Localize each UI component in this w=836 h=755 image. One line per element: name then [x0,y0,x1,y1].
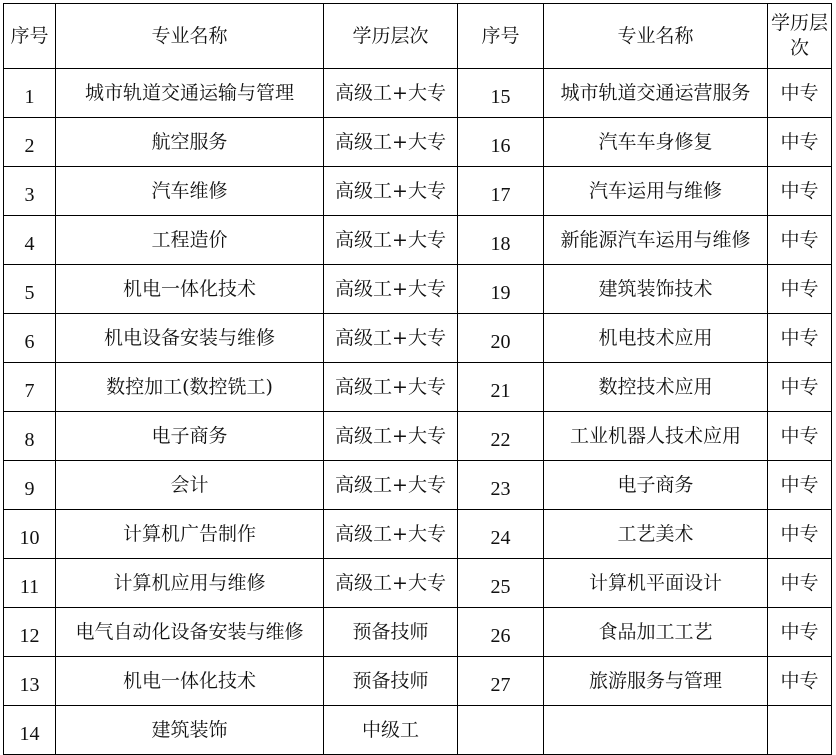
row-name-left: 汽车维修 [56,167,324,216]
row-name-left: 电子商务 [56,412,324,461]
row-level-right: 中专 [768,265,832,314]
row-level-right: 中专 [768,608,832,657]
row-level-left: 预备技师 [324,657,458,706]
row-name-right: 汽车运用与维修 [544,167,768,216]
header-name-left: 专业名称 [56,4,324,69]
row-name-left: 建筑装饰 [56,706,324,755]
row-level-left: 高级工+大专 [324,314,458,363]
row-index-right: 26 [458,608,544,657]
row-index-right: 21 [458,363,544,412]
row-name-right: 新能源汽车运用与维修 [544,216,768,265]
table-row [4,167,832,216]
row-index-right: 23 [458,461,544,510]
row-index-left: 5 [4,265,56,314]
table-row [4,461,832,510]
row-index-left: 9 [4,461,56,510]
row-name-right: 数控技术应用 [544,363,768,412]
row-index-right: 24 [458,510,544,559]
row-level-right: 中专 [768,510,832,559]
row-index-left: 8 [4,412,56,461]
row-level-left: 高级工+大专 [324,559,458,608]
table-row [4,314,832,363]
table-row [4,118,832,167]
row-name-left: 计算机广告制作 [56,510,324,559]
row-name-right: 旅游服务与管理 [544,657,768,706]
row-index-left: 11 [4,559,56,608]
row-index-right: 27 [458,657,544,706]
row-name-right: 汽车车身修复 [544,118,768,167]
row-level-left: 高级工+大专 [324,167,458,216]
header-row [4,4,832,69]
header-name-right: 专业名称 [544,4,768,69]
row-name-left: 机电一体化技术 [56,657,324,706]
table-row [4,412,832,461]
row-index-right: 17 [458,167,544,216]
row-level-left: 高级工+大专 [324,69,458,118]
row-index-left: 14 [4,706,56,755]
header-level-left: 学历层次 [324,4,458,69]
row-level-left: 预备技师 [324,608,458,657]
row-index-right [458,706,544,755]
row-level-right: 中专 [768,216,832,265]
row-level-right: 中专 [768,314,832,363]
row-name-right: 食品加工工艺 [544,608,768,657]
row-index-right: 18 [458,216,544,265]
row-name-left: 计算机应用与维修 [56,559,324,608]
table-row [4,69,832,118]
row-index-right: 16 [458,118,544,167]
row-level-left: 高级工+大专 [324,118,458,167]
row-index-left: 6 [4,314,56,363]
header-level-right: 学历层次 [768,4,832,69]
table-row [4,510,832,559]
table-row [4,265,832,314]
row-index-left: 10 [4,510,56,559]
row-name-left: 数控加工(数控铣工) [56,363,324,412]
row-index-left: 1 [4,69,56,118]
row-index-right: 15 [458,69,544,118]
row-index-left: 2 [4,118,56,167]
row-name-left: 航空服务 [56,118,324,167]
header-index-left: 序号 [4,4,56,69]
row-index-left: 12 [4,608,56,657]
row-level-left: 高级工+大专 [324,363,458,412]
row-name-right: 计算机平面设计 [544,559,768,608]
row-level-right: 中专 [768,461,832,510]
row-name-left: 机电设备安装与维修 [56,314,324,363]
majors-table [3,3,832,755]
row-index-right: 22 [458,412,544,461]
row-name-right: 机电技术应用 [544,314,768,363]
row-level-right [768,706,832,755]
row-level-right: 中专 [768,167,832,216]
row-name-right [544,706,768,755]
row-level-left: 高级工+大专 [324,461,458,510]
table-row [4,216,832,265]
row-level-right: 中专 [768,559,832,608]
row-level-left: 高级工+大专 [324,510,458,559]
row-level-left: 高级工+大专 [324,265,458,314]
table-row [4,363,832,412]
row-name-right: 工艺美术 [544,510,768,559]
row-index-left: 4 [4,216,56,265]
row-level-left: 高级工+大专 [324,216,458,265]
row-level-right: 中专 [768,69,832,118]
row-index-right: 25 [458,559,544,608]
row-index-left: 7 [4,363,56,412]
row-level-left: 中级工 [324,706,458,755]
row-name-left: 机电一体化技术 [56,265,324,314]
row-level-right: 中专 [768,657,832,706]
row-name-left: 工程造价 [56,216,324,265]
row-name-right: 电子商务 [544,461,768,510]
row-name-right: 城市轨道交通运营服务 [544,69,768,118]
table-row [4,608,832,657]
row-name-left: 城市轨道交通运输与管理 [56,69,324,118]
row-index-left: 3 [4,167,56,216]
row-name-left: 会计 [56,461,324,510]
table-row [4,657,832,706]
header-index-right: 序号 [458,4,544,69]
row-name-left: 电气自动化设备安装与维修 [56,608,324,657]
row-name-right: 建筑装饰技术 [544,265,768,314]
row-level-right: 中专 [768,363,832,412]
row-index-right: 20 [458,314,544,363]
table-row [4,706,832,755]
row-name-right: 工业机器人技术应用 [544,412,768,461]
row-level-right: 中专 [768,412,832,461]
row-level-right: 中专 [768,118,832,167]
row-level-left: 高级工+大专 [324,412,458,461]
row-index-left: 13 [4,657,56,706]
table-row [4,559,832,608]
row-index-right: 19 [458,265,544,314]
